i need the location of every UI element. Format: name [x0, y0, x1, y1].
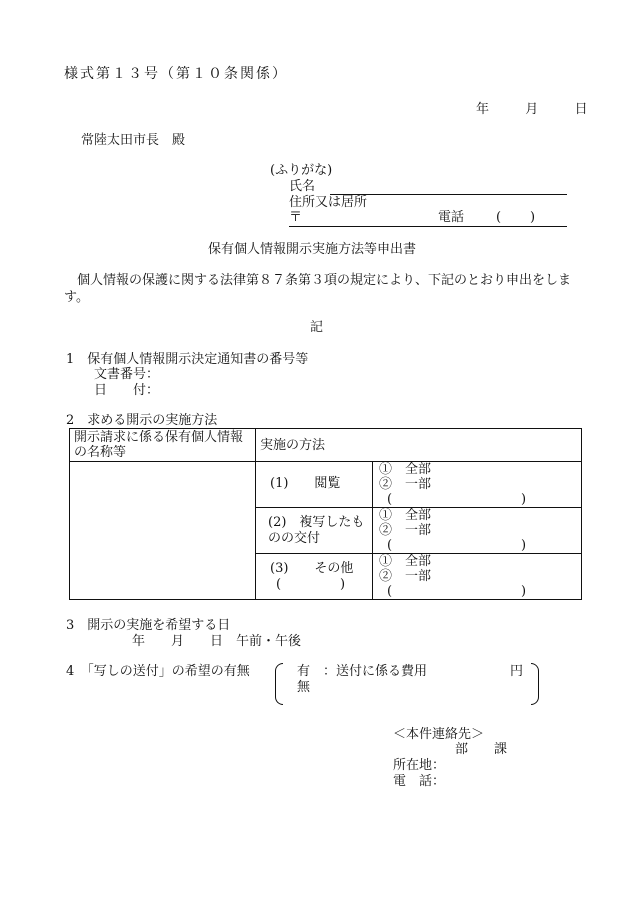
option-all[interactable]: ① 全部 — [379, 554, 432, 569]
option-part[interactable]: ② 一部 — [379, 569, 432, 584]
date-label: 日 付： — [94, 383, 160, 398]
date-month: 月 — [525, 102, 539, 117]
contact-phone: 電 話： — [393, 774, 446, 789]
table-header-row — [70, 429, 582, 462]
method-label-cell — [256, 554, 373, 600]
disclosure-method-table — [69, 428, 582, 600]
phone-paren-close: ) — [530, 210, 536, 225]
contact-location: 所在地： — [393, 758, 446, 773]
paren-close: ) — [521, 492, 527, 507]
form-number: 様式第１３号（第１０条関係） — [64, 66, 288, 82]
info-name-cell[interactable] — [70, 462, 256, 600]
document-title: 保有個人情報開示実施方法等申出書 — [208, 242, 417, 257]
option-part[interactable]: ② 一部 — [379, 477, 432, 492]
date-year: 年 — [476, 102, 490, 117]
desired-date-line[interactable]: 年 月 日 午前・午後 — [132, 634, 302, 649]
contact-heading: ＜本件連絡先＞ — [393, 727, 485, 742]
phone-paren-open: ( — [496, 210, 502, 225]
method-label: (1) 閲覧 — [270, 476, 341, 492]
furigana-label: (ふりがな) — [270, 163, 333, 178]
paren-close: ) — [521, 538, 527, 553]
method-label: (2) 複写したものの交付 — [268, 514, 365, 546]
addressee: 常陸太田市長 殿 — [81, 133, 186, 148]
doc-number-label: 文書番号： — [94, 367, 160, 382]
method-options-cell[interactable] — [373, 554, 582, 600]
contact-dept: 部 課 — [455, 742, 508, 757]
method-row — [70, 462, 582, 508]
method-label: (3) その他 — [270, 560, 354, 576]
body-text: 個人情報の保護に関する法律第８７条第３項の規定により、下記のとおり申出をします。 — [64, 273, 572, 305]
method-options-cell[interactable] — [373, 462, 582, 508]
address-underline — [289, 226, 567, 227]
section4-heading: 4 「写しの送付」の希望の有無 — [66, 664, 250, 679]
option-yes[interactable]: 有 ：送付に係る費用 — [297, 664, 428, 679]
date-day: 日 — [574, 102, 588, 117]
yen-label: 円 — [510, 664, 524, 679]
left-bracket — [275, 663, 283, 705]
right-bracket — [531, 663, 539, 705]
option-no[interactable]: 無 — [297, 680, 311, 695]
address-label: 住所又は居所 — [289, 195, 368, 210]
postal-mark: 〒 — [289, 210, 303, 225]
option-part[interactable]: ② 一部 — [379, 523, 432, 538]
section1-heading: 1 保有個人情報開示決定通知書の番号等 — [66, 352, 309, 367]
paren-close: ) — [521, 584, 527, 599]
method-label-cell — [256, 462, 373, 508]
option-all[interactable]: ① 全部 — [379, 508, 432, 523]
name-label: 氏名 — [289, 179, 316, 194]
section3-heading: 3 開示の実施を希望する日 — [66, 618, 231, 633]
paren-open: ( — [387, 584, 393, 599]
section2-heading: 2 求める開示の実施方法 — [66, 413, 218, 428]
header-method: 実施の方法 — [256, 429, 582, 462]
header-info-name: 開示請求に係る保有個人情報の名称等 — [70, 429, 256, 462]
method-label-cell — [256, 508, 373, 554]
submission-date — [476, 102, 588, 118]
paren-open: ( — [387, 492, 393, 507]
phone-label: 電話 — [438, 210, 465, 225]
method-options-cell[interactable] — [373, 508, 582, 554]
option-all[interactable]: ① 全部 — [379, 462, 432, 477]
ki-label: 記 — [310, 320, 324, 335]
paren-open: ( — [387, 538, 393, 553]
other-paren-open: ( — [276, 576, 282, 592]
other-paren-close: ) — [340, 576, 346, 592]
